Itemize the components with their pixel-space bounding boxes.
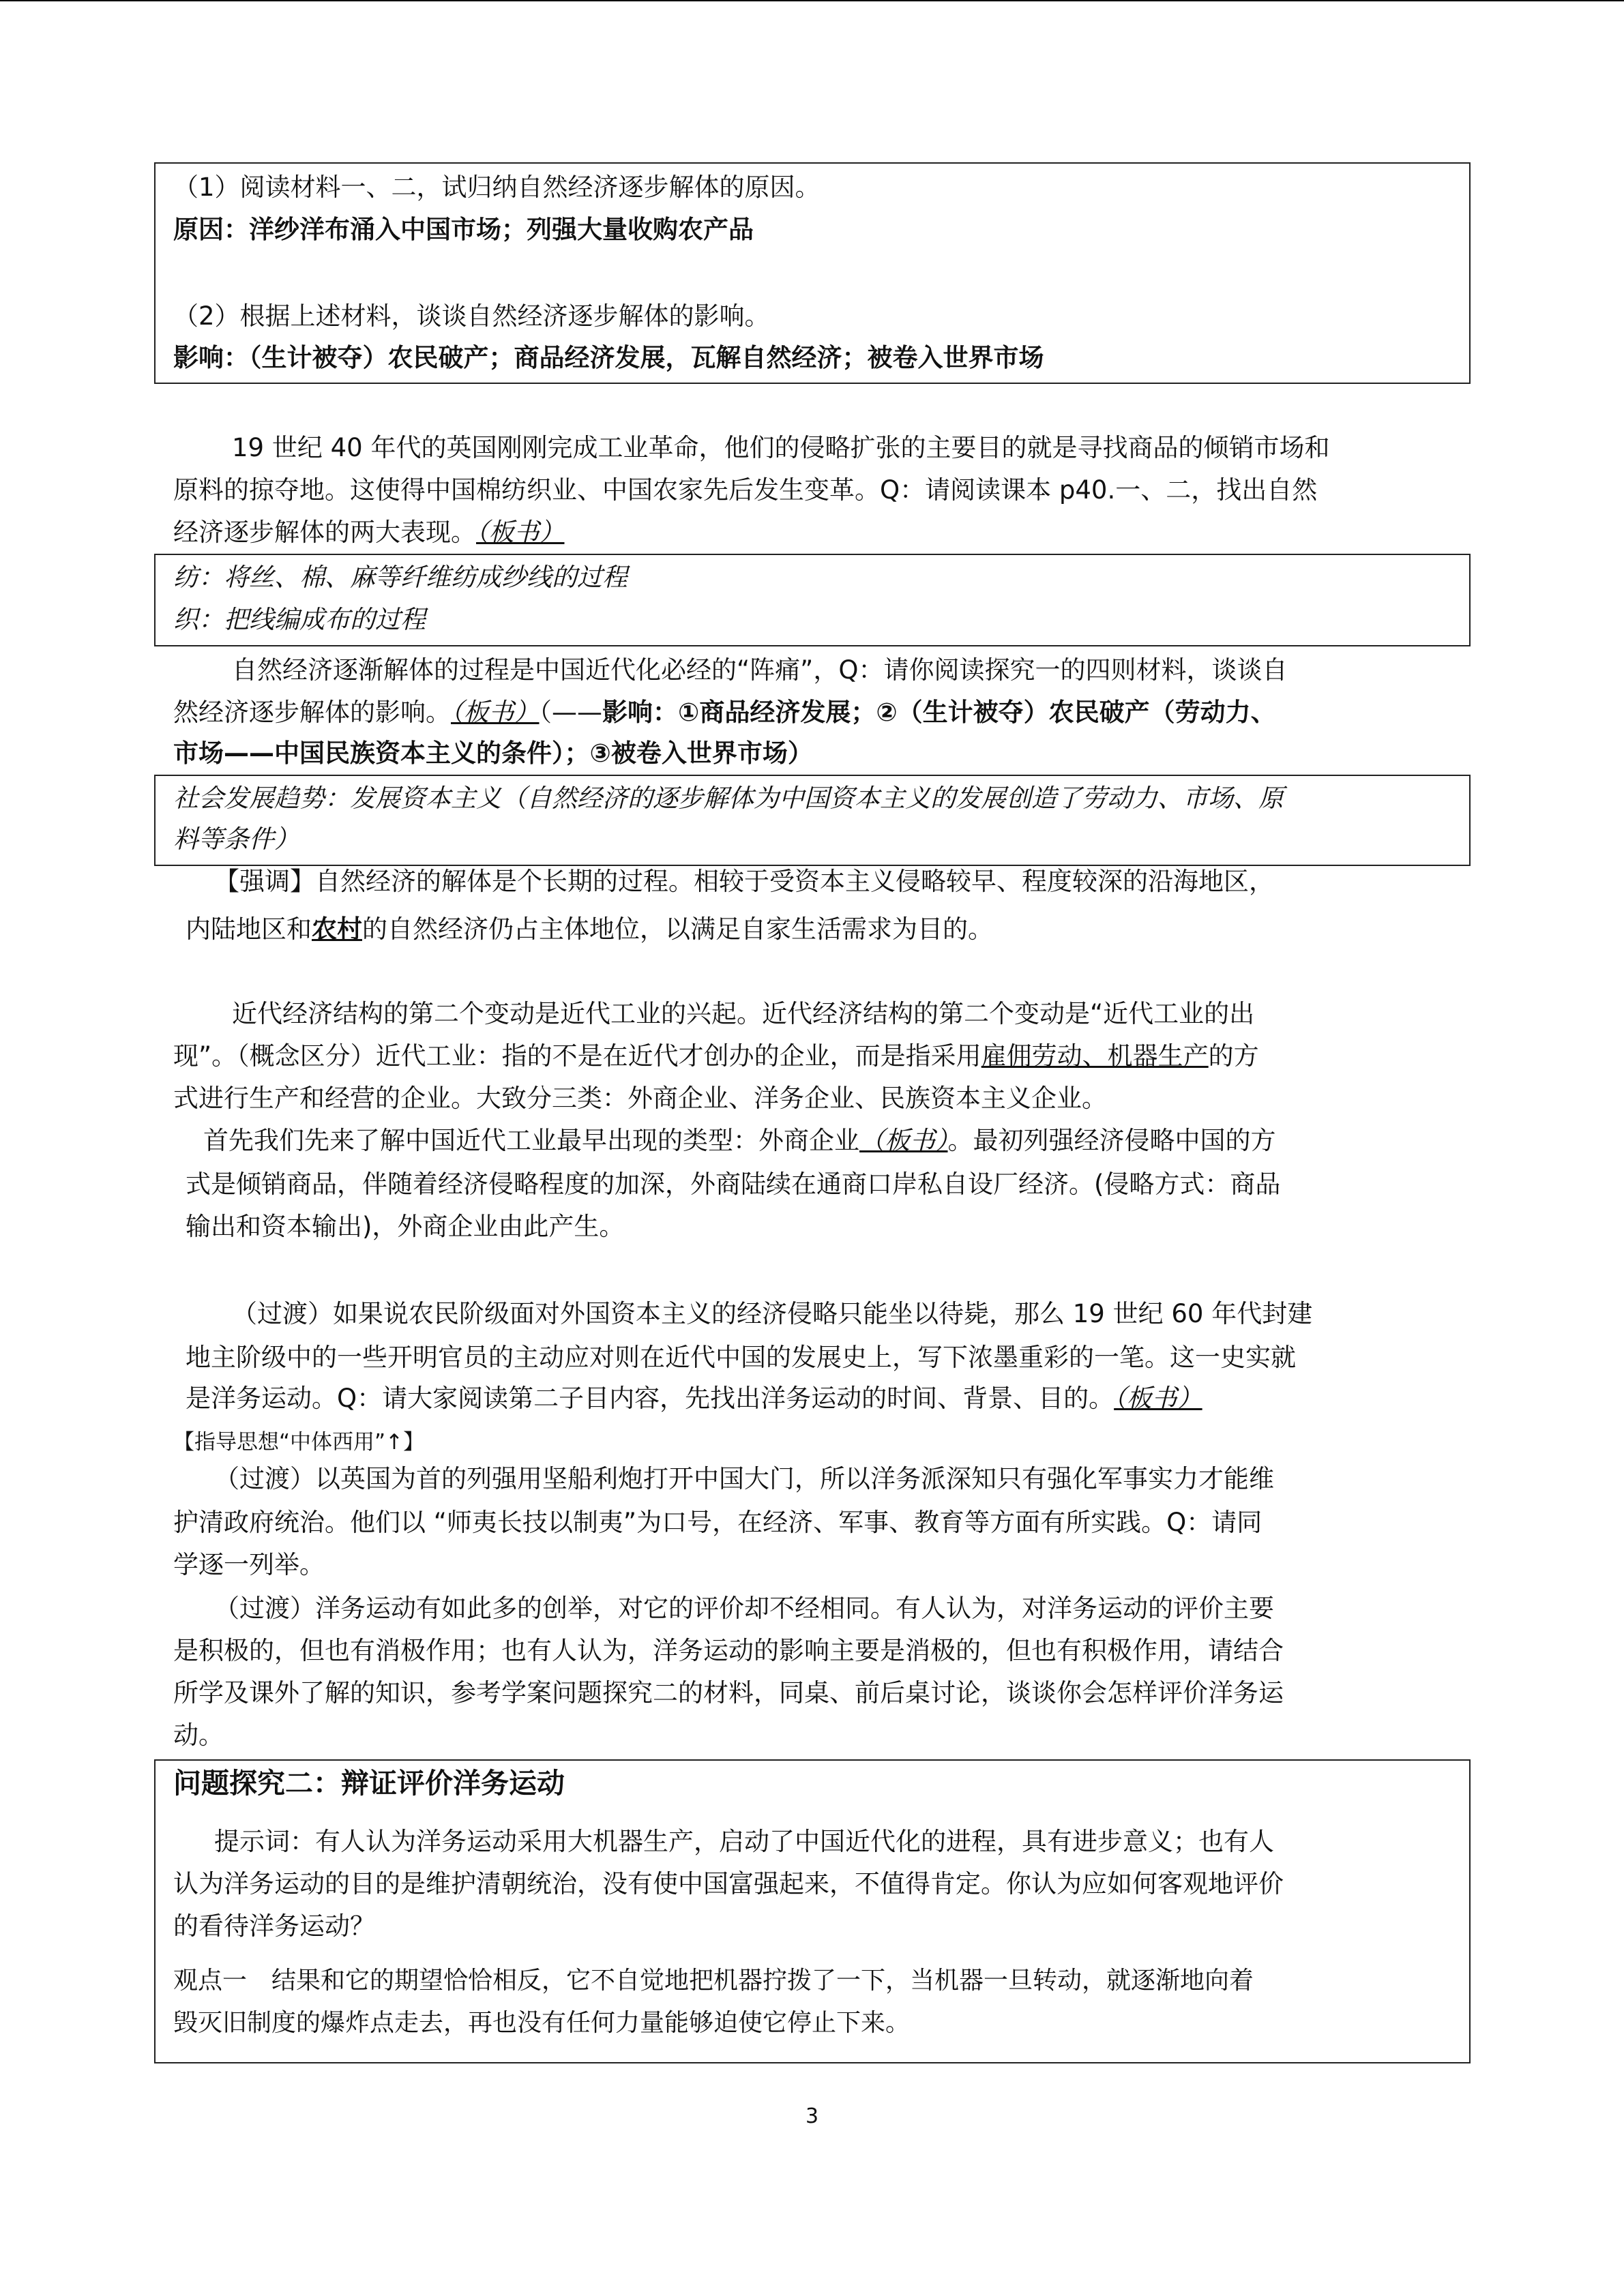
para3-line2-rest: 的自然经济仍占主体地位，以满足自家生活需求为目的。 xyxy=(362,914,993,944)
para2-impact: 影响：①商品经济发展；②（生计被夺）农民破产（劳动力、 xyxy=(602,698,1276,727)
para4-line5: 式是倾销商品，伴随着经济侵略程度的加深，外商陆续在通商口岸私自设厂经济。(侵略方式：商品 xyxy=(186,1169,1281,1199)
para1-line3-text: 经济逐步解体的两大表现。 xyxy=(173,518,476,547)
inquiry-title: 问题探究二：辩证评价洋务运动 xyxy=(173,1767,565,1800)
para5-line3-text: 是洋务运动。Q：请大家阅读第二子目内容，先找出洋务运动的时间、背景、目的。 xyxy=(186,1384,1114,1413)
para3-line2 xyxy=(186,912,993,946)
para6-line3: 学逐一列举。 xyxy=(173,1550,325,1579)
para6-line2: 护清政府统治。他们以 “师夷长技以制夷”为口号，在经济、军事、教育等方面有所实践。Q：请同 xyxy=(173,1508,1263,1537)
para1-line2: 原料的掠夺地。这使得中国棉纺织业、中国农家先后发生变革。Q：请阅读课本 p40.一、二，找出自然 xyxy=(173,475,1318,505)
para2-line2 xyxy=(173,696,1276,730)
para4-line1: 近代经济结构的第二个变动是近代工业的兴起。近代经济结构的第二个变动是“近代工业的出 xyxy=(232,999,1255,1028)
para4-line6: 输出和资本输出)，外商企业由此产生。 xyxy=(186,1212,625,1241)
blackboard-note: （板书） xyxy=(451,698,540,727)
answer-2: 影响：（生计被夺）农民破产；商品经济发展，瓦解自然经济；被卷入世界市场 xyxy=(173,343,1044,372)
page-number: 3 xyxy=(805,2104,819,2128)
viewpoint-line1: 观点一 结果和它的期望恰恰相反，它不自觉地把机器拧拨了一下，当机器一旦转动，就逐渐地向着 xyxy=(173,1967,1254,1995)
para4-line2 xyxy=(173,1039,1259,1073)
para4-line4 xyxy=(203,1124,1276,1158)
guiding-ideology-note: 【指导思想“中体西用”↑】 xyxy=(173,1430,425,1455)
para5-line2: 地主阶级中的一些开明官员的主动应对则在近代中国的发展史上，写下浓墨重彩的一笔。这一史实就 xyxy=(186,1343,1296,1372)
rural-keyword: 农村 xyxy=(312,914,362,944)
para2-line2-text: 然经济逐步解体的影响。 xyxy=(173,698,451,727)
para7-line2: 是积极的，但也有消极作用；也有人认为，洋务运动的影响主要是消极的，但也有积极作用，请结合 xyxy=(173,1636,1284,1665)
para1-line1: 19 世纪 40 年代的英国刚刚完成工业革命，他们的侵略扩张的主要目的就是寻找商品的倾销市场和 xyxy=(232,433,1330,462)
para5-line3 xyxy=(186,1382,1202,1416)
para4-line2-rest: 的方 xyxy=(1208,1041,1259,1071)
definition-spin: 纺：将丝、棉、麻等纤维纺成纱线的过程 xyxy=(173,563,628,592)
viewpoint-line2: 毁灭旧制度的爆炸点走去，再也没有任何力量能够迫使它停止下来。 xyxy=(173,2009,911,2037)
para3-line1: 【强调】自然经济的解体是个长期的过程。相较于受资本主义侵略较早、程度较深的沿海地区， xyxy=(214,867,1274,896)
para3-line2-text: 内陆地区和 xyxy=(186,914,312,944)
para2-line1: 自然经济逐渐解体的过程是中国近代化必经的“阵痛”，Q：请你阅读探究一的四则材料，谈谈自 xyxy=(232,655,1288,685)
blackboard-note: （板书） xyxy=(476,518,565,547)
para7-line1: （过渡）洋务运动有如此多的创举，对它的评价却不经相同。有人认为，对洋务运动的评价主要 xyxy=(214,1594,1274,1623)
blackboard-note: （板书） xyxy=(1114,1384,1202,1413)
trend-line2: 料等条件） xyxy=(173,824,299,854)
hint-line3: 的看待洋务运动？ xyxy=(173,1911,375,1941)
para1-line3 xyxy=(173,516,565,550)
hint-line2: 认为洋务运动的目的是维护清朝统治，没有使中国富强起来，不值得肯定。你认为应如何客观地评价 xyxy=(173,1869,1284,1898)
answer-1: 原因：洋纱洋布涌入中国市场；列强大量收购农产品 xyxy=(173,215,754,244)
para7-line3: 所学及课外了解的知识，参考学案问题探究二的材料，同桌、前后桌讨论，谈谈你会怎样评价洋务运 xyxy=(173,1678,1284,1708)
question-1: （1）阅读材料一、二，试归纳自然经济逐步解体的原因。 xyxy=(173,173,821,202)
question-2: （2）根据上述材料，谈谈自然经济逐步解体的影响。 xyxy=(173,301,770,331)
para2-dash: （—— xyxy=(539,698,602,727)
para6-line1: （过渡）以英国为首的列强用坚船利炮打开中国大门，所以洋务派深知只有强化军事实力才能维 xyxy=(214,1464,1274,1493)
key-concept: 雇佣劳动、机器生产 xyxy=(981,1041,1209,1071)
blackboard-note: （板书） xyxy=(859,1126,948,1155)
para4-line4-rest: 。最初列强经济侵略中国的方 xyxy=(947,1126,1276,1155)
definition-weave: 织：把线编成布的过程 xyxy=(173,605,426,634)
hint-line1: 提示词：有人认为洋务运动采用大机器生产，启动了中国近代化的进程，具有进步意义；也有人 xyxy=(214,1827,1274,1856)
para5-line1: （过渡）如果说农民阶级面对外国资本主义的经济侵略只能坐以待毙，那么 19 世纪 60 年代封建 xyxy=(232,1299,1313,1328)
trend-line1: 社会发展趋势：发展资本主义（自然经济的逐步解体为中国资本主义的发展创造了劳动力、市场、原 xyxy=(173,784,1284,813)
top-border xyxy=(0,0,1624,1)
para4-line4-text: 首先我们先来了解中国近代工业最早出现的类型：外商企业 xyxy=(203,1126,859,1155)
para4-line3: 式进行生产和经营的企业。大致分三类：外商企业、洋务企业、民族资本主义企业。 xyxy=(173,1084,1107,1113)
para4-line2-text: 现”。（概念区分）近代工业：指的不是在近代才创办的企业，而是指采用 xyxy=(173,1041,981,1071)
para7-line4: 动。 xyxy=(173,1720,224,1750)
para2-line3: 市场——中国民族资本主义的条件）；③被卷入世界市场） xyxy=(173,739,813,768)
